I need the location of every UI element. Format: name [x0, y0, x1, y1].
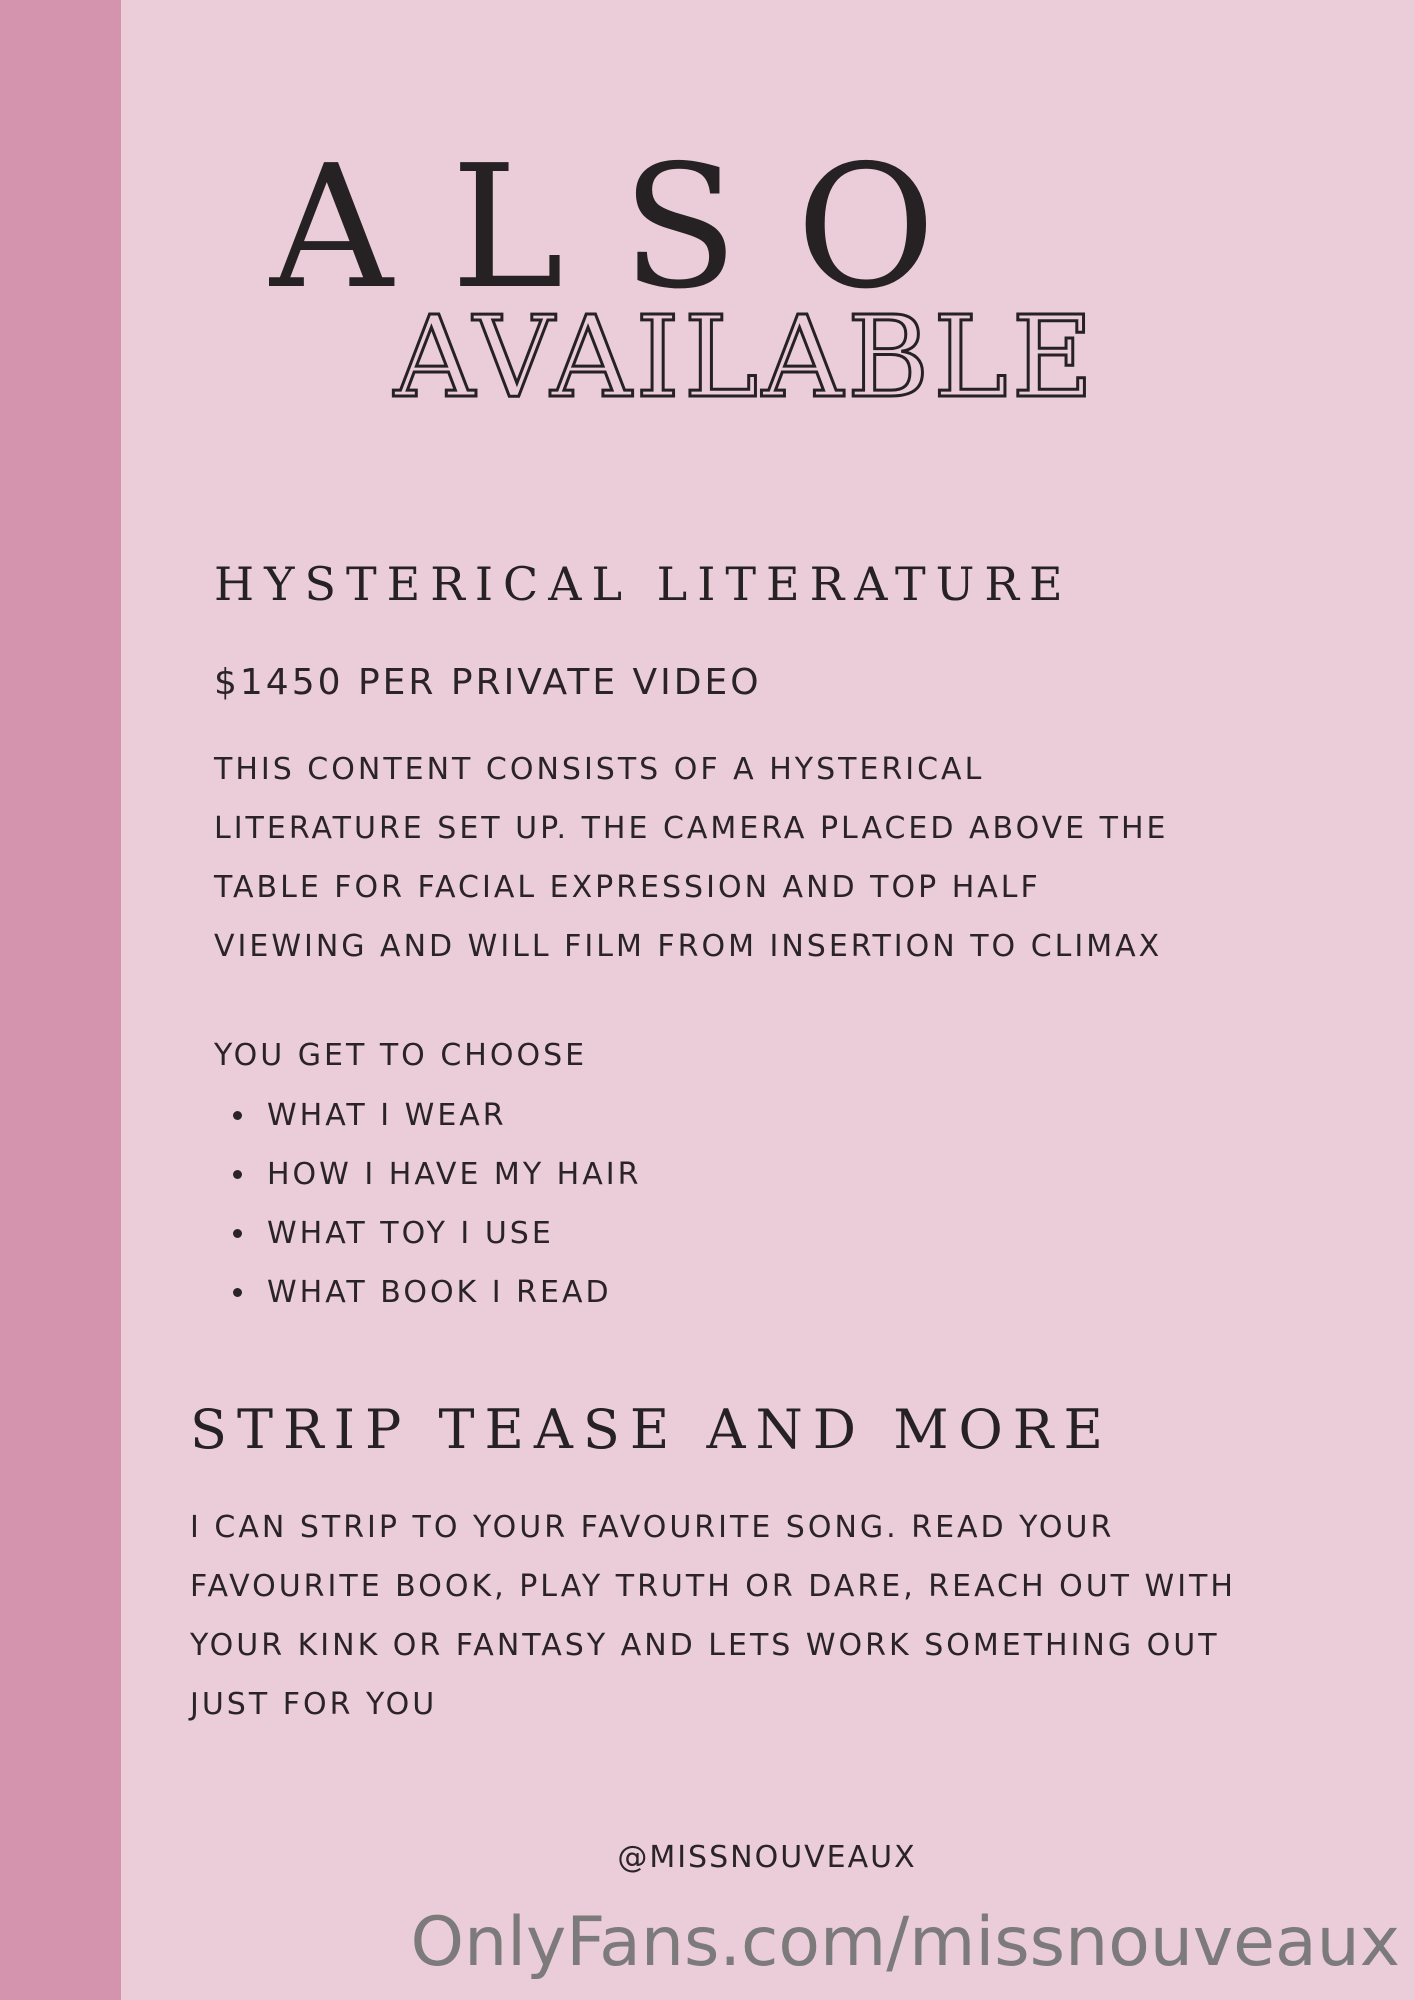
bullet-icon [233, 1111, 242, 1120]
choices-list [233, 1086, 641, 1322]
choose-label: YOU GET TO CHOOSE [214, 1038, 588, 1073]
description-line: YOUR KINK OR FANTASY AND LETS WORK SOMETHING OUT [190, 1628, 1220, 1663]
heading-hysterical-literature: HYSTERICAL LITERATURE [214, 557, 1073, 611]
strip-description [190, 1498, 1236, 1734]
bullet-icon [233, 1229, 242, 1238]
side-color-bar [0, 0, 121, 2000]
list-item-label: WHAT BOOK I READ [267, 1275, 612, 1310]
list-item [233, 1263, 641, 1322]
list-item-label: HOW I HAVE MY HAIR [267, 1157, 642, 1192]
heading-strip-tease: STRIP TEASE AND MORE [190, 1398, 1113, 1461]
description-line: FAVOURITE BOOK, PLAY TRUTH OR DARE, REACH OUT WITH [190, 1569, 1236, 1604]
social-handle: @MISSNOUVEAUX [617, 1840, 917, 1875]
description-line: LITERATURE SET UP. THE CAMERA PLACED ABOVE THE [214, 811, 1169, 846]
watermark-text: OnlyFans.com/missnouveaux [410, 1903, 1400, 1982]
bullet-icon [233, 1288, 242, 1297]
title-also: ALSO [270, 129, 994, 327]
description-line: I CAN STRIP TO YOUR FAVOURITE SONG. READ YOUR [190, 1510, 1115, 1545]
list-item [233, 1086, 641, 1145]
list-item [233, 1145, 641, 1204]
title-available: AVAILABLE [394, 293, 1098, 423]
list-item-label: WHAT TOY I USE [267, 1216, 554, 1251]
list-item-label: WHAT I WEAR [267, 1098, 507, 1133]
description-line: THIS CONTENT CONSISTS OF A HYSTERICAL [214, 752, 985, 787]
description-line: VIEWING AND WILL FILM FROM INSERTION TO CLIMAX [214, 929, 1163, 964]
hysterical-description [214, 740, 1169, 976]
list-item [233, 1204, 641, 1263]
description-line: TABLE FOR FACIAL EXPRESSION AND TOP HALF [214, 870, 1041, 905]
bullet-icon [233, 1170, 242, 1179]
description-line: JUST FOR YOU [190, 1687, 438, 1722]
price-text: $1450 PER PRIVATE VIDEO [214, 662, 762, 703]
